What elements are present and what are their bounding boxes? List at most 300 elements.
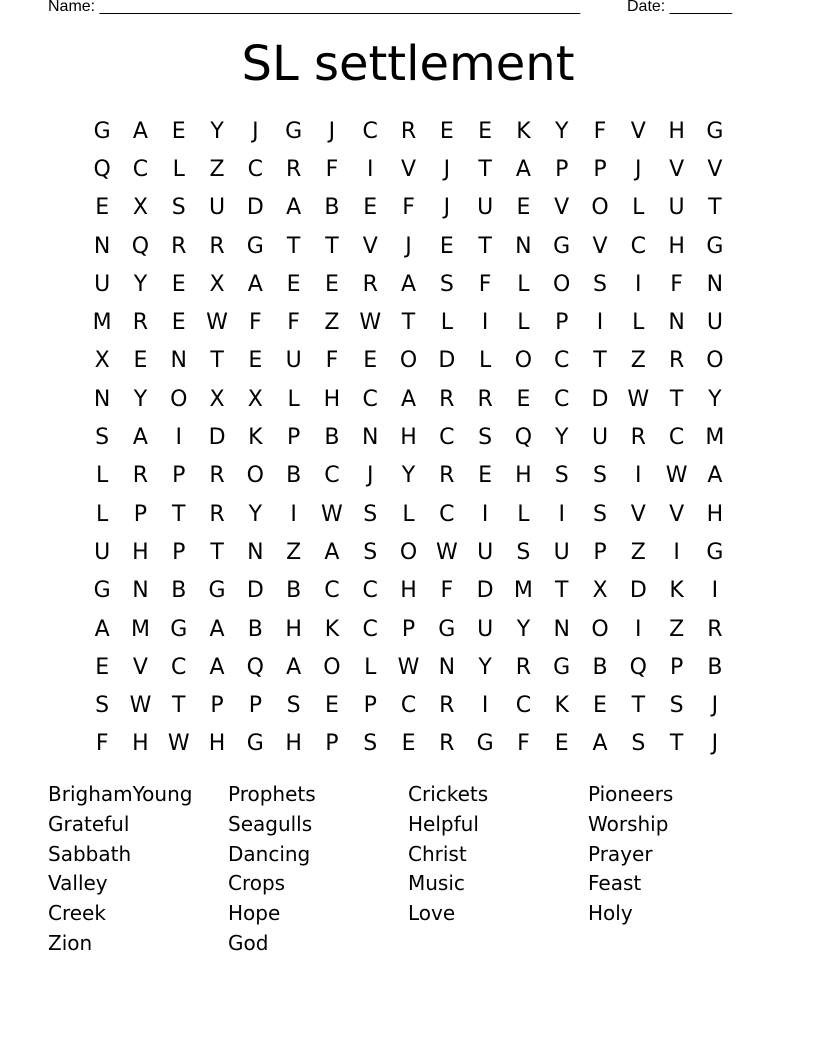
- grid-letter[interactable]: A: [707, 463, 723, 489]
- grid-letter[interactable]: H: [132, 731, 149, 757]
- grid-letter[interactable]: N: [247, 539, 264, 565]
- grid-letter[interactable]: E: [439, 118, 454, 144]
- grid-letter[interactable]: G: [170, 616, 188, 642]
- grid-row: [83, 112, 734, 150]
- grid-letter[interactable]: R: [439, 731, 455, 757]
- grid-letter[interactable]: W: [435, 539, 458, 565]
- grid-letter[interactable]: L: [632, 310, 645, 336]
- grid-letter[interactable]: R: [515, 654, 532, 680]
- grid-letter[interactable]: G: [285, 118, 303, 144]
- grid-letter[interactable]: U: [94, 271, 111, 297]
- grid-letter[interactable]: U: [94, 539, 111, 565]
- grid-letter[interactable]: C: [362, 386, 378, 412]
- grid-letter[interactable]: S: [516, 539, 531, 565]
- grid-letter[interactable]: T: [669, 386, 684, 412]
- grid-letter[interactable]: J: [443, 156, 451, 182]
- grid-letter[interactable]: W: [206, 310, 228, 336]
- grid-letter[interactable]: E: [286, 271, 301, 297]
- grid-letter[interactable]: E: [401, 731, 416, 757]
- grid-letter[interactable]: X: [247, 386, 263, 412]
- grid-letter[interactable]: E: [478, 118, 493, 144]
- grid-letter[interactable]: Y: [708, 386, 722, 412]
- grid-letter[interactable]: U: [477, 616, 494, 642]
- grid-letter[interactable]: F: [593, 118, 607, 144]
- grid-letter[interactable]: L: [402, 501, 415, 527]
- grid-letter[interactable]: P: [172, 539, 186, 565]
- grid-letter[interactable]: O: [399, 539, 418, 565]
- grid-letter[interactable]: F: [325, 156, 339, 182]
- grid-letter[interactable]: O: [553, 271, 571, 297]
- grid-letter[interactable]: M: [513, 578, 533, 604]
- grid-letter[interactable]: T: [401, 310, 416, 336]
- grid-letter[interactable]: H: [668, 233, 685, 259]
- grid-letter[interactable]: R: [209, 463, 225, 489]
- grid-letter[interactable]: U: [477, 195, 494, 221]
- grid-row: [83, 227, 734, 265]
- grid-letter[interactable]: T: [478, 156, 492, 182]
- grid-letter[interactable]: S: [669, 693, 684, 719]
- grid-letter[interactable]: Q: [514, 425, 533, 451]
- grid-letter[interactable]: Q: [131, 233, 150, 259]
- grid-letter[interactable]: S: [363, 539, 378, 565]
- grid-letter[interactable]: I: [635, 463, 642, 489]
- grid-letter[interactable]: B: [247, 616, 263, 642]
- grid-letter[interactable]: E: [516, 386, 531, 412]
- grid-letter[interactable]: E: [363, 348, 378, 374]
- grid-letter[interactable]: E: [171, 310, 186, 336]
- grid-letter[interactable]: A: [515, 156, 531, 182]
- grid-letter[interactable]: C: [132, 156, 149, 182]
- grid-letter[interactable]: O: [591, 616, 609, 642]
- grid-letter[interactable]: S: [631, 731, 646, 757]
- grid-letter[interactable]: D: [208, 425, 226, 451]
- grid-letter[interactable]: N: [706, 271, 724, 297]
- grid-letter[interactable]: H: [285, 731, 302, 757]
- grid-letter[interactable]: C: [668, 425, 685, 451]
- grid-letter[interactable]: O: [170, 386, 188, 412]
- grid-letter[interactable]: R: [132, 310, 149, 336]
- grid-letter[interactable]: T: [210, 348, 224, 374]
- grid-letter[interactable]: N: [668, 310, 685, 336]
- grid-letter[interactable]: I: [290, 501, 297, 527]
- grid-letter[interactable]: M: [130, 616, 150, 642]
- grid-letter[interactable]: G: [553, 233, 571, 259]
- grid-letter[interactable]: R: [707, 616, 723, 642]
- grid-letter[interactable]: V: [669, 501, 685, 527]
- grid-letter[interactable]: F: [95, 731, 109, 757]
- grid-letter[interactable]: J: [366, 463, 374, 489]
- grid-letter[interactable]: H: [323, 386, 341, 412]
- grid-letter[interactable]: Q: [93, 156, 111, 182]
- grid-letter[interactable]: O: [591, 195, 609, 221]
- grid-letter[interactable]: T: [593, 348, 607, 374]
- grid-letter[interactable]: K: [516, 118, 531, 144]
- grid-letter[interactable]: C: [247, 156, 264, 182]
- grid-letter[interactable]: S: [554, 463, 569, 489]
- grid-letter[interactable]: B: [286, 578, 302, 604]
- grid-letter[interactable]: I: [558, 501, 565, 527]
- grid-letter[interactable]: C: [515, 693, 532, 719]
- grid-letter[interactable]: N: [93, 386, 111, 412]
- grid-letter[interactable]: E: [363, 195, 378, 221]
- grid-letter[interactable]: E: [516, 195, 531, 221]
- grid-letter[interactable]: E: [439, 233, 454, 259]
- grid-letter[interactable]: B: [324, 195, 340, 221]
- grid-letter[interactable]: D: [246, 578, 264, 604]
- grid-letter[interactable]: J: [711, 693, 719, 719]
- grid-letter[interactable]: Z: [630, 348, 646, 374]
- grid-letter[interactable]: R: [209, 501, 225, 527]
- grid-letter[interactable]: Q: [629, 654, 647, 680]
- grid-letter[interactable]: E: [133, 348, 148, 374]
- grid-letter[interactable]: G: [246, 233, 264, 259]
- grid-row: [83, 648, 734, 686]
- grid-letter[interactable]: G: [476, 731, 494, 757]
- grid-letter[interactable]: E: [593, 693, 607, 719]
- grid-letter[interactable]: N: [93, 233, 111, 259]
- grid-letter[interactable]: E: [324, 271, 339, 297]
- grid-letter[interactable]: O: [399, 348, 418, 374]
- grid-letter[interactable]: A: [400, 386, 417, 412]
- grid-letter[interactable]: A: [132, 425, 148, 451]
- grid-letter[interactable]: F: [325, 348, 339, 374]
- grid-letter[interactable]: R: [132, 463, 149, 489]
- grid-letter[interactable]: I: [481, 693, 489, 719]
- grid-letter[interactable]: L: [287, 386, 300, 412]
- grid-letter[interactable]: J: [443, 195, 451, 221]
- grid-letter[interactable]: D: [476, 578, 494, 604]
- grid-letter[interactable]: I: [481, 501, 489, 527]
- grid-letter[interactable]: G: [208, 578, 226, 604]
- grid-letter[interactable]: A: [286, 654, 302, 680]
- grid-letter[interactable]: K: [324, 616, 340, 642]
- grid-letter[interactable]: P: [210, 693, 224, 719]
- grid-letter[interactable]: M: [92, 310, 112, 336]
- grid-letter[interactable]: U: [591, 425, 609, 451]
- grid-letter[interactable]: L: [517, 271, 530, 297]
- grid-letter[interactable]: W: [167, 731, 190, 757]
- grid-letter[interactable]: C: [362, 118, 378, 144]
- grid-letter[interactable]: Z: [669, 616, 685, 642]
- grid-letter[interactable]: F: [670, 271, 683, 297]
- grid-letter[interactable]: J: [252, 118, 259, 144]
- grid-letter[interactable]: C: [324, 578, 340, 604]
- grid-letter[interactable]: H: [515, 463, 532, 489]
- grid-letter[interactable]: I: [366, 156, 374, 182]
- grid-letter[interactable]: A: [209, 616, 225, 642]
- grid-letter[interactable]: D: [591, 386, 609, 412]
- grid-letter[interactable]: G: [706, 539, 724, 565]
- grid-letter[interactable]: I: [481, 310, 489, 336]
- grid-letter[interactable]: G: [246, 731, 264, 757]
- grid-letter[interactable]: C: [324, 463, 340, 489]
- grid-letter[interactable]: L: [172, 156, 185, 182]
- grid-letter[interactable]: U: [477, 539, 494, 565]
- grid-letter[interactable]: W: [397, 654, 420, 680]
- grid-letter[interactable]: P: [555, 310, 569, 336]
- grid-letter[interactable]: N: [553, 616, 570, 642]
- grid-letter[interactable]: Y: [248, 501, 263, 527]
- grid-letter[interactable]: H: [132, 539, 149, 565]
- grid-letter[interactable]: P: [593, 539, 607, 565]
- grid-letter[interactable]: O: [323, 654, 341, 680]
- grid-letter[interactable]: U: [285, 348, 302, 374]
- grid-letter[interactable]: J: [405, 233, 412, 259]
- grid-letter[interactable]: Y: [133, 386, 148, 412]
- grid-letter[interactable]: F: [287, 310, 300, 336]
- grid-letter[interactable]: I: [596, 310, 604, 336]
- grid-letter[interactable]: U: [668, 195, 685, 221]
- grid-letter[interactable]: X: [132, 195, 148, 221]
- grid-letter[interactable]: G: [706, 233, 724, 259]
- grid-letter[interactable]: W: [321, 501, 343, 527]
- grid-letter[interactable]: S: [286, 693, 301, 719]
- grid-letter[interactable]: P: [133, 501, 148, 527]
- grid-letter[interactable]: B: [286, 463, 302, 489]
- grid-letter[interactable]: R: [630, 425, 646, 451]
- grid-letter[interactable]: E: [171, 271, 186, 297]
- grid-letter[interactable]: T: [478, 233, 492, 259]
- grid-letter[interactable]: N: [515, 233, 532, 259]
- grid-letter[interactable]: Z: [286, 539, 302, 565]
- grid-letter[interactable]: V: [132, 654, 148, 680]
- grid-letter[interactable]: H: [400, 425, 417, 451]
- grid-letter[interactable]: P: [593, 156, 607, 182]
- grid-letter[interactable]: P: [172, 463, 186, 489]
- grid-letter[interactable]: H: [285, 616, 302, 642]
- grid-letter[interactable]: E: [478, 463, 493, 489]
- grid-letter[interactable]: T: [172, 501, 186, 527]
- grid-letter[interactable]: K: [669, 578, 684, 604]
- grid-letter[interactable]: R: [439, 693, 455, 719]
- grid-letter[interactable]: U: [553, 539, 570, 565]
- grid-letter[interactable]: T: [210, 539, 224, 565]
- grid-letter[interactable]: W: [627, 386, 650, 412]
- grid-letter[interactable]: K: [248, 425, 263, 451]
- grid-letter[interactable]: V: [630, 118, 646, 144]
- grid-letter[interactable]: Z: [630, 539, 646, 565]
- grid-letter[interactable]: B: [324, 425, 340, 451]
- grid-letter[interactable]: F: [517, 731, 530, 757]
- grid-letter[interactable]: Y: [478, 654, 492, 680]
- grid-letter[interactable]: M: [705, 425, 725, 451]
- grid-letter[interactable]: X: [209, 386, 225, 412]
- grid-letter[interactable]: W: [359, 310, 382, 336]
- grid-letter[interactable]: R: [400, 118, 417, 144]
- grid-letter[interactable]: X: [94, 348, 110, 374]
- grid-row: [83, 686, 734, 724]
- grid-letter[interactable]: F: [249, 310, 262, 336]
- grid-letter[interactable]: P: [248, 693, 262, 719]
- grid-letter[interactable]: E: [554, 731, 569, 757]
- grid-letter[interactable]: P: [669, 654, 684, 680]
- grid-letter[interactable]: S: [593, 271, 607, 297]
- grid-letter[interactable]: C: [630, 233, 646, 259]
- grid-letter[interactable]: C: [362, 578, 378, 604]
- grid-letter[interactable]: G: [438, 616, 456, 642]
- grid-letter[interactable]: E: [324, 693, 339, 719]
- grid-letter[interactable]: H: [208, 731, 226, 757]
- grid-letter[interactable]: A: [592, 731, 608, 757]
- grid-letter[interactable]: U: [208, 195, 226, 221]
- grid-letter[interactable]: S: [363, 501, 378, 527]
- grid-letter[interactable]: A: [209, 654, 225, 680]
- word-list-item: Dancing: [228, 841, 311, 866]
- grid-letter[interactable]: F: [478, 271, 492, 297]
- grid-letter[interactable]: C: [554, 348, 570, 374]
- grid-letter[interactable]: Z: [324, 310, 340, 336]
- grid-letter[interactable]: L: [632, 195, 645, 221]
- grid-letter[interactable]: Q: [246, 654, 264, 680]
- grid-letter[interactable]: D: [438, 348, 456, 374]
- grid-letter[interactable]: S: [593, 463, 607, 489]
- grid-letter[interactable]: R: [439, 463, 455, 489]
- grid-letter[interactable]: E: [248, 348, 263, 374]
- grid-letter[interactable]: L: [440, 310, 453, 336]
- grid-letter[interactable]: J: [328, 118, 336, 144]
- grid-letter[interactable]: J: [711, 731, 719, 757]
- grid-letter[interactable]: I: [673, 539, 680, 565]
- grid-letter[interactable]: B: [171, 578, 187, 604]
- grid-letter[interactable]: C: [554, 386, 570, 412]
- grid-letter[interactable]: B: [707, 654, 723, 680]
- grid-letter[interactable]: A: [132, 118, 148, 144]
- grid-letter[interactable]: V: [554, 195, 570, 221]
- grid-letter[interactable]: P: [401, 616, 416, 642]
- grid-letter[interactable]: G: [706, 118, 724, 144]
- grid-letter[interactable]: V: [362, 233, 378, 259]
- grid-letter[interactable]: J: [635, 156, 642, 182]
- grid-letter[interactable]: R: [209, 233, 225, 259]
- grid-letter[interactable]: Y: [516, 616, 531, 642]
- grid-letter[interactable]: T: [286, 233, 301, 259]
- grid-letter[interactable]: Y: [401, 463, 416, 489]
- grid-letter[interactable]: T: [708, 195, 722, 221]
- grid-letter[interactable]: G: [93, 118, 111, 144]
- grid-letter[interactable]: X: [209, 271, 225, 297]
- grid-letter[interactable]: S: [439, 271, 454, 297]
- grid-letter[interactable]: H: [400, 578, 417, 604]
- grid-letter[interactable]: V: [630, 501, 646, 527]
- grid-letter[interactable]: P: [555, 156, 569, 182]
- grid-letter[interactable]: H: [706, 501, 724, 527]
- grid-letter[interactable]: E: [171, 118, 186, 144]
- grid-letter[interactable]: A: [286, 195, 302, 221]
- grid-letter[interactable]: W: [665, 463, 688, 489]
- grid-letter[interactable]: O: [706, 348, 724, 374]
- grid-letter[interactable]: L: [517, 310, 530, 336]
- grid-letter[interactable]: R: [439, 386, 455, 412]
- grid-letter[interactable]: X: [592, 578, 608, 604]
- grid-letter[interactable]: C: [362, 616, 378, 642]
- grid-letter[interactable]: B: [592, 654, 608, 680]
- grid-letter[interactable]: W: [129, 693, 152, 719]
- grid-letter[interactable]: D: [246, 195, 264, 221]
- word-list-item: Crickets: [408, 782, 489, 806]
- grid-letter[interactable]: V: [592, 233, 608, 259]
- grid-letter[interactable]: H: [668, 118, 685, 144]
- grid-letter[interactable]: N: [132, 578, 149, 604]
- grid-letter[interactable]: I: [711, 578, 719, 604]
- grid-letter[interactable]: I: [635, 271, 642, 297]
- grid-letter[interactable]: C: [439, 425, 455, 451]
- grid-letter[interactable]: A: [324, 539, 340, 565]
- grid-letter[interactable]: R: [171, 233, 187, 259]
- grid-letter[interactable]: P: [363, 693, 377, 719]
- grid-letter[interactable]: O: [514, 348, 533, 374]
- grid-letter[interactable]: F: [402, 195, 415, 221]
- grid-letter[interactable]: T: [669, 731, 684, 757]
- grid-letter[interactable]: T: [172, 693, 186, 719]
- grid-letter[interactable]: C: [439, 501, 455, 527]
- grid-letter[interactable]: T: [631, 693, 646, 719]
- grid-letter[interactable]: I: [635, 616, 642, 642]
- grid-letter[interactable]: S: [95, 425, 110, 451]
- grid-letter[interactable]: Z: [209, 156, 225, 182]
- name-field[interactable]: Name: ______________________________________________________: [48, 0, 581, 15]
- grid-letter[interactable]: Y: [554, 425, 569, 451]
- grid-letter[interactable]: Y: [554, 118, 569, 144]
- grid-letter[interactable]: P: [325, 731, 339, 757]
- grid-letter[interactable]: S: [593, 501, 607, 527]
- grid-row: [83, 380, 734, 418]
- grid-letter[interactable]: L: [478, 348, 492, 374]
- grid-letter[interactable]: V: [669, 156, 685, 182]
- grid-letter[interactable]: E: [95, 195, 110, 221]
- grid-letter[interactable]: Y: [210, 118, 224, 144]
- grid-letter[interactable]: R: [285, 156, 302, 182]
- grid-letter[interactable]: D: [629, 578, 647, 604]
- grid-row: [83, 457, 734, 495]
- grid-letter[interactable]: Y: [133, 271, 148, 297]
- grid-letter[interactable]: S: [95, 693, 110, 719]
- grid-letter[interactable]: C: [171, 654, 187, 680]
- grid-letter[interactable]: N: [170, 348, 187, 374]
- grid-letter[interactable]: G: [93, 578, 111, 604]
- grid-letter[interactable]: R: [477, 386, 493, 412]
- grid-letter[interactable]: L: [364, 654, 377, 680]
- grid-letter[interactable]: V: [400, 156, 417, 182]
- grid-letter[interactable]: V: [707, 156, 723, 182]
- grid-letter[interactable]: L: [96, 463, 109, 489]
- grid-letter[interactable]: T: [325, 233, 339, 259]
- grid-letter[interactable]: F: [440, 578, 454, 604]
- grid-letter[interactable]: I: [175, 425, 182, 451]
- date-field[interactable]: Date: _______: [627, 0, 732, 15]
- grid-letter[interactable]: N: [438, 654, 456, 680]
- word-list-item: Christ: [408, 841, 467, 866]
- grid-letter[interactable]: C: [400, 693, 417, 719]
- grid-letter[interactable]: R: [362, 271, 378, 297]
- grid-letter[interactable]: A: [94, 616, 110, 642]
- grid-letter[interactable]: E: [95, 654, 110, 680]
- grid-letter[interactable]: N: [361, 425, 379, 451]
- grid-letter[interactable]: S: [478, 425, 493, 451]
- grid-letter[interactable]: U: [706, 310, 723, 336]
- grid-letter[interactable]: T: [554, 578, 569, 604]
- grid-letter[interactable]: S: [171, 195, 186, 221]
- grid-letter[interactable]: O: [246, 463, 264, 489]
- grid-letter[interactable]: P: [286, 425, 301, 451]
- grid-letter[interactable]: G: [553, 654, 571, 680]
- grid-letter[interactable]: R: [668, 348, 685, 374]
- grid-letter[interactable]: A: [400, 271, 417, 297]
- grid-letter[interactable]: L: [517, 501, 530, 527]
- grid-letter[interactable]: S: [363, 731, 378, 757]
- grid-letter[interactable]: A: [247, 271, 263, 297]
- grid-letter[interactable]: L: [96, 501, 109, 527]
- grid-letter[interactable]: K: [554, 693, 569, 719]
